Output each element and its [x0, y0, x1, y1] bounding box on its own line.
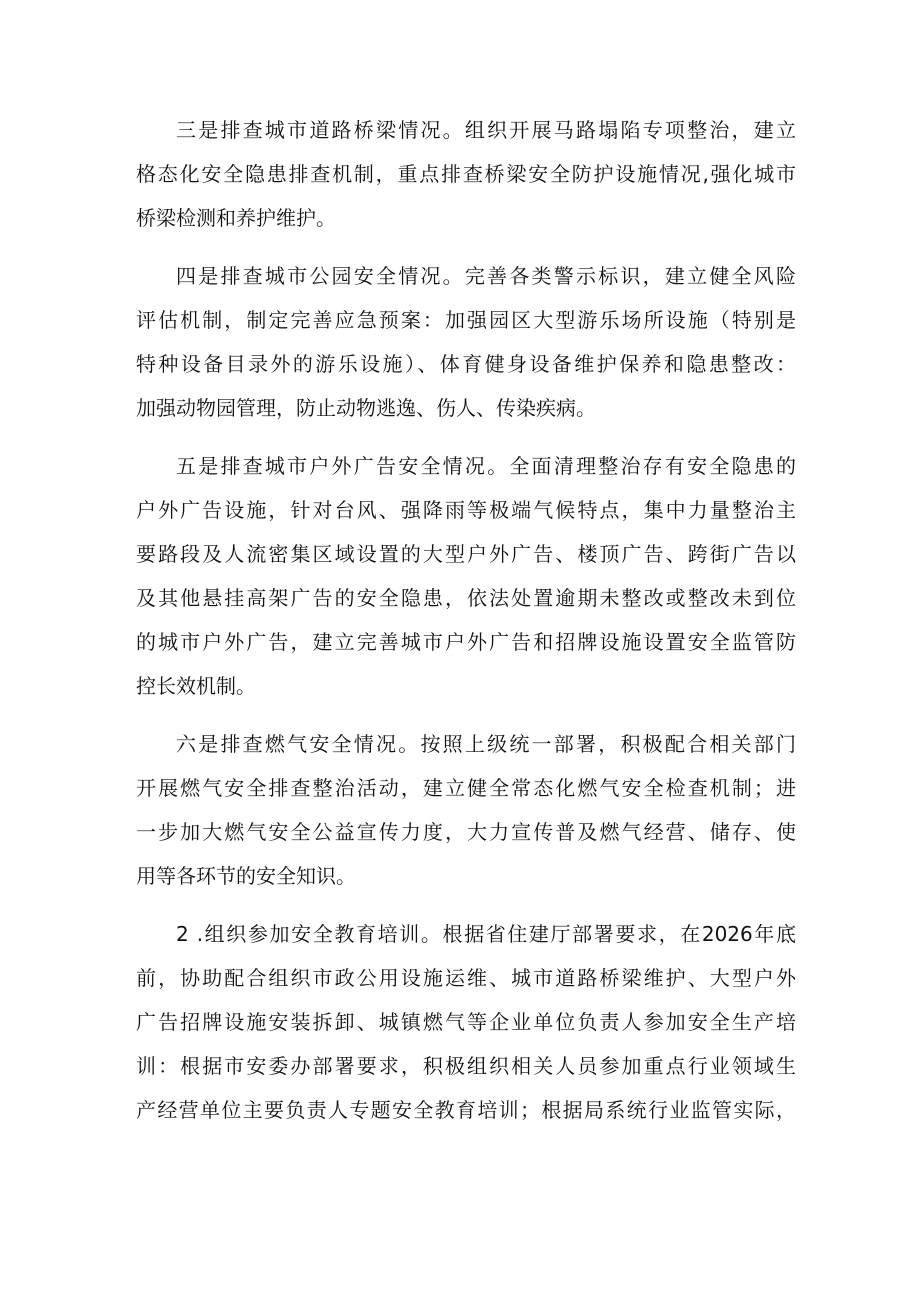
paragraph-line: 产经营单位主要负责人专题安全教育培训；根据局系统行业监管实际，: [136, 1098, 796, 1122]
paragraph-section-2-training: [136, 912, 796, 1132]
paragraph-line: 三是排查城市道路桥梁情况。组织开展马路塌陷专项整治，建立: [176, 118, 796, 142]
paragraph-line: 特种设备目录外的游乐设施）、体育健身设备维护保养和隐患整改：: [136, 352, 796, 376]
paragraph-item-6: [136, 722, 796, 898]
paragraph-line: 训：根据市安委办部署要求，积极组织相关人员参加重点行业领域生: [136, 1054, 796, 1078]
paragraph-item-5: [136, 444, 796, 708]
paragraph-line: 加强动物园管理，防止动物逃逸、伤人、传染疾病。: [136, 396, 596, 420]
paragraph-line: 的城市户外广告，建立完善城市户外广告和招牌设施设置安全监管防: [136, 630, 796, 654]
paragraph-line: 四是排查城市公园安全情况。完善各类警示标识，建立健全风险: [176, 264, 796, 288]
paragraph-line: 开展燃气安全排查整治活动，建立健全常态化燃气安全检查机制；进: [136, 776, 796, 800]
paragraph-line: 五是排查城市户外广告安全情况。全面清理整治存有安全隐患的: [176, 454, 796, 478]
paragraph-line: 六是排查燃气安全情况。按照上级统一部署，积极配合相关部门: [176, 732, 796, 756]
paragraph-line: 桥梁检测和养护维护。: [136, 206, 336, 230]
paragraph-line: 前，协助配合组织市政公用设施运维、城市道路桥梁维护、大型户外: [136, 966, 796, 990]
document-page: [136, 108, 796, 1146]
paragraph-item-3: [136, 108, 796, 240]
paragraph-line: 2 .组织参加安全教育培训。根据省住建厅部署要求，在2026年底: [176, 922, 796, 946]
paragraph-line: 一步加大燃气安全公益宣传力度，大力宣传普及燃气经营、储存、使: [136, 820, 796, 844]
paragraph-line: 要路段及人流密集区域设置的大型户外广告、楼顶广告、跨街广告以: [136, 542, 796, 566]
paragraph-line: 格态化安全隐患排查机制，重点排查桥梁安全防护设施情况,强化城市: [136, 162, 796, 186]
paragraph-line: 控长效机制。: [136, 674, 256, 698]
paragraph-line: 评估机制，制定完善应急预案：加强园区大型游乐场所设施（特别是: [136, 308, 796, 332]
paragraph-line: 户外广告设施，针对台风、强降雨等极端气候特点，集中力量整治主: [136, 498, 796, 522]
paragraph-line: 用等各环节的安全知识。: [136, 864, 356, 888]
paragraph-line: 及其他悬挂高架广告的安全隐患，依法处置逾期未整改或整改未到位: [136, 586, 796, 610]
paragraph-line: 广告招牌设施安装拆卸、城镇燃气等企业单位负责人参加安全生产培: [136, 1010, 796, 1034]
paragraph-item-4: [136, 254, 796, 430]
